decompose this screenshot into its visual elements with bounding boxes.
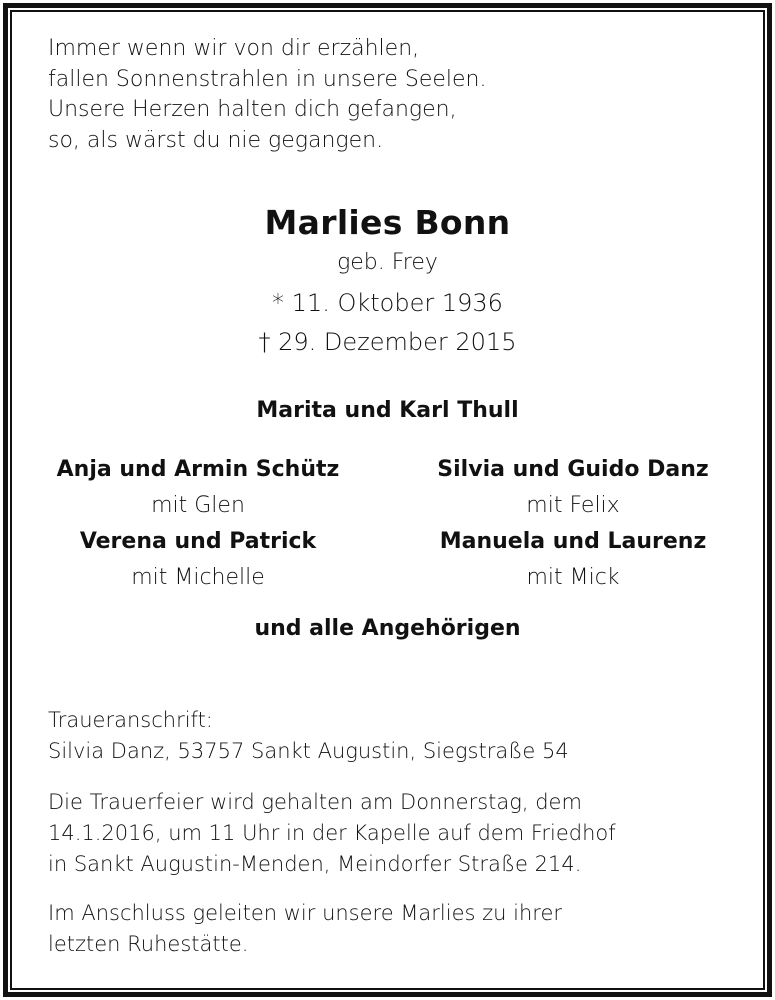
mourner-couple: Marita und Karl Thull xyxy=(256,398,519,423)
birth-name: geb. Frey xyxy=(337,250,438,275)
birth-date: * 11. Oktober 1936 xyxy=(272,289,503,317)
memorial-poem xyxy=(48,34,728,156)
address-value: Silvia Danz, 53757 Sankt Augustin, Siegstraße 54 xyxy=(48,739,569,763)
ceremony-line: 14.1.2016, um 11 Uhr in der Kapelle auf dem Friedhof xyxy=(48,821,616,845)
mourning-address xyxy=(48,705,738,767)
family-children: mit Glen xyxy=(151,493,245,518)
ceremony-line: Die Trauerfeier wird gehalten am Donnerstag, dem xyxy=(48,790,582,814)
family-names: Anja und Armin Schütz xyxy=(56,457,340,482)
family-names: Verena und Patrick xyxy=(79,529,317,554)
family-children: mit Mick xyxy=(526,565,620,590)
burial-line: Im Anschluss geleiten wir unsere Marlies zu ihrer xyxy=(48,901,563,925)
poem-line: Unsere Herzen halten dich gefangen, xyxy=(48,97,457,122)
death-date: † 29. Dezember 2015 xyxy=(258,328,517,356)
burial-info xyxy=(48,898,738,960)
all-relatives: und alle Angehörigen xyxy=(254,616,521,641)
family-names: Manuela und Laurenz xyxy=(439,529,707,554)
poem-line: Immer wenn wir von dir erzählen, xyxy=(48,36,420,61)
poem-line: so, als wärst du nie gegangen. xyxy=(48,127,384,153)
family-children: mit Michelle xyxy=(131,565,265,590)
address-label: Traueranschrift: xyxy=(48,708,213,732)
deceased-name: Marlies Bonn xyxy=(264,203,511,242)
family-names: Silvia und Guido Danz xyxy=(437,457,709,482)
burial-line: letzten Ruhestätte. xyxy=(48,932,249,956)
family-children: mit Felix xyxy=(526,493,620,518)
poem-line: fallen Sonnenstrahlen in unsere Seelen. xyxy=(48,66,487,92)
family-column-left xyxy=(18,452,378,596)
ceremony-info xyxy=(48,787,738,880)
ceremony-line: in Sankt Augustin-Menden, Meindorfer Straße 214. xyxy=(48,852,582,876)
family-column-right xyxy=(393,452,753,596)
